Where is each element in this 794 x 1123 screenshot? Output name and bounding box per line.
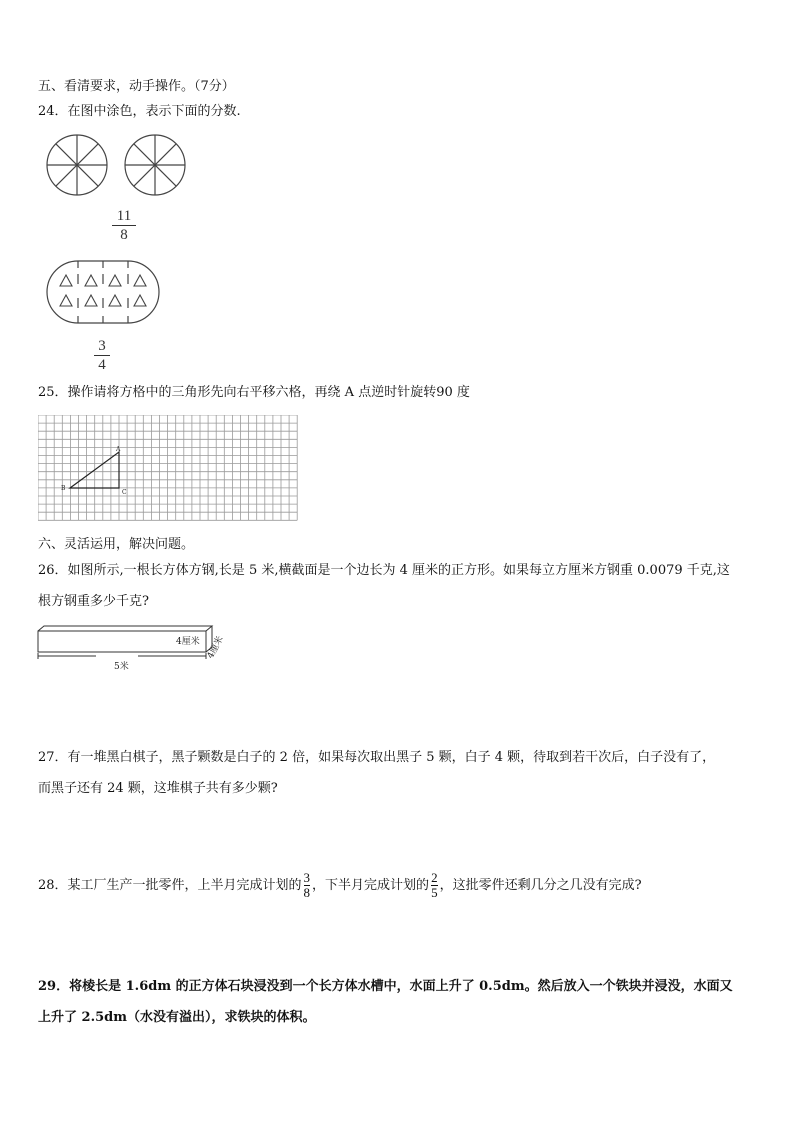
fraction-denominator: 5	[431, 885, 438, 900]
section-6-title: 六、灵活运用，解决问题。	[38, 537, 195, 552]
label-width: 4厘米	[205, 634, 226, 661]
section-5-title: 五、看清要求，动手操作。（7分）	[38, 79, 235, 94]
vertex-label-a: A	[116, 446, 121, 453]
fraction-bar	[94, 355, 110, 356]
stadium-triangle-diagram	[46, 260, 162, 326]
question-26-line-2: 根方钢重多少千克?	[38, 594, 149, 609]
question-28-text	[38, 868, 642, 904]
square-grid	[38, 415, 300, 527]
question-28-part-3: ，这批零件还剩几分之几没有完成?	[439, 878, 642, 893]
label-length: 5米	[114, 662, 129, 672]
question-26-line-1: 26．如图所示,一根长方体方钢,长是 5 米,横截面是一个边长为 4 厘米的正方形。如果每立方厘米方钢重 0.0079 千克,这	[38, 563, 730, 578]
stadium-outline	[47, 261, 159, 323]
cuboid-diagram	[36, 625, 242, 675]
question-29-line-2: 上升了 2.5dm（水没有溢出），求铁块的体积。	[38, 1010, 316, 1025]
question-28-part-1: 28．某工厂生产一批零件，上半月完成计划的	[38, 878, 302, 893]
label-height: 4厘米	[176, 637, 200, 647]
circle-1	[47, 135, 107, 195]
question-27-line-2: 而黑子还有 24 颗，这堆棋子共有多少颗?	[38, 781, 278, 796]
fraction-numerator: 2	[431, 870, 438, 885]
question-25-text: 25．操作请将方格中的三角形先向右平移六格，再绕 A 点逆时针旋转90 度	[38, 385, 470, 400]
circle-diagrams	[40, 134, 200, 196]
question-27-line-1: 27．有一堆黑白棋子，黑子颗数是白子的 2 倍，如果每次取出黑子 5 颗，白子 4 颗，待取到若干次后，白子没有了，	[38, 750, 716, 765]
fraction-denominator: 4	[98, 357, 106, 373]
question-24-text: 24．在图中涂色，表示下面的分数.	[38, 104, 241, 119]
question-29-line-1: 29．将棱长是 1.6dm 的正方体石块浸没到一个长方体水槽中，水面上升了 0.5dm。然后放入一个铁块并浸没，水面又	[38, 979, 733, 994]
fraction-numerator: 3	[98, 338, 106, 354]
fraction-11-8	[112, 208, 136, 243]
fraction-numerator: 3	[303, 870, 311, 885]
fraction-numerator: 11	[116, 208, 132, 224]
circle-2	[125, 135, 185, 195]
fraction-3-4	[94, 338, 110, 373]
fraction-denominator: 8	[303, 885, 311, 900]
vertex-label-b: B	[61, 485, 66, 492]
question-28-part-2: ，下半月完成计划的	[312, 878, 430, 893]
vertex-label-c: C	[122, 489, 127, 496]
inline-fraction-3-8	[304, 871, 311, 900]
fraction-bar	[112, 225, 136, 226]
inline-fraction-2-5	[431, 871, 438, 900]
fraction-denominator: 8	[120, 227, 128, 243]
